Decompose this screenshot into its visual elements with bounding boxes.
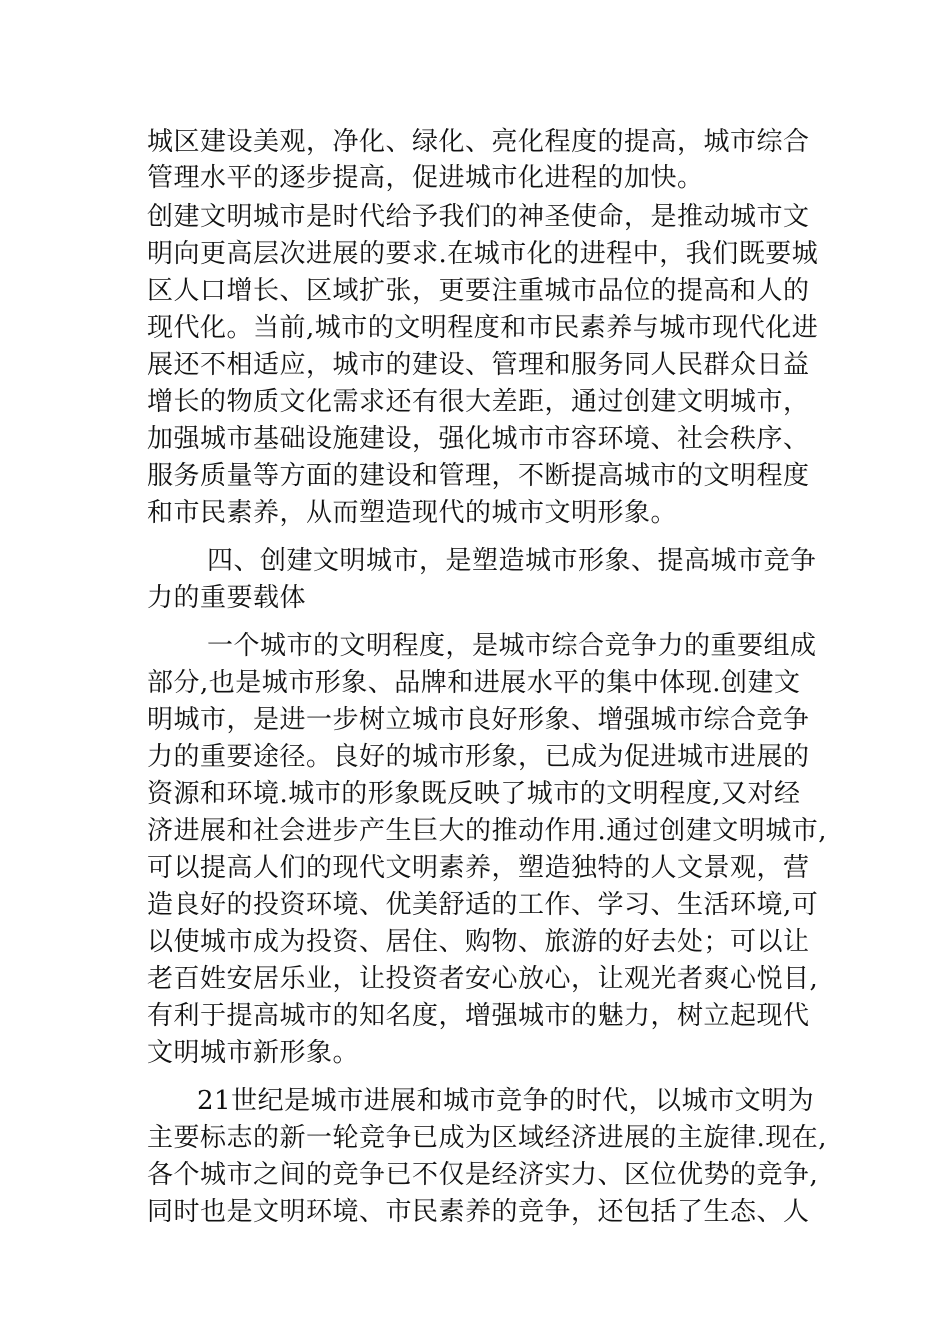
text-line: 同时也是文明环境、市民素养的竞争，还包括了生态、人 (147, 1197, 810, 1227)
text-line: 有利于提高城市的知名度，增强城市的魅力，树立起现代 (147, 1001, 810, 1031)
text-line: 造良好的投资环境、优美舒适的工作、学习、生活环境,可 (147, 890, 819, 920)
text-line: 各个城市之间的竞争已不仅是经济实力、区位优势的竞争, (147, 1160, 819, 1190)
text-line: 和市民素养，从而塑造现代的城市文明形象。 (147, 498, 678, 528)
text-line: 城区建设美观，净化、绿化、亮化程度的提高，城市综合 (147, 127, 810, 157)
text-line: 加强城市基础设施建设，强化城市市容环境、社会秩序、 (147, 424, 810, 454)
text-line: 服务质量等方面的建设和管理，不断提高城市的文明程度 (147, 461, 810, 491)
text-line: 资源和环境.城市的形象既反映了城市的文明程度,又对经 (147, 779, 801, 809)
text-line: 文明城市新形象。 (147, 1038, 360, 1068)
text-line: 以使城市成为投资、居住、购物、旅游的好去处；可以让 (147, 927, 810, 957)
section-heading: 力的重要载体 (147, 583, 307, 613)
text-line: 可以提高人们的现代文明素养，塑造独特的人文景观，营 (147, 853, 810, 883)
text-line: 增长的物质文化需求还有很大差距，通过创建文明城市， (147, 387, 810, 417)
text-line: 展还不相适应，城市的建设、管理和服务同人民群众日益 (147, 350, 810, 380)
text-line: 创建文明城市是时代给予我们的神圣使命，是推动城市文 (147, 202, 810, 232)
text-line: 力的重要途径。良好的城市形象，已成为促进城市进展的 (147, 742, 810, 772)
text-line: 区人口增长、区域扩张，更要注重城市品位的提高和人的 (147, 276, 810, 306)
text-line: 济进展和社会进步产生巨大的推动作用.通过创建文明城市, (147, 816, 828, 846)
text-line: 现代化。当前,城市的文明程度和市民素养与城市现代化进 (147, 313, 819, 343)
text-line: 21世纪是城市进展和城市竞争的时代，以城市文明为 (197, 1086, 815, 1116)
section-heading: 四、创建文明城市，是塑造城市形象、提高城市竞争 (207, 546, 817, 576)
text-line: 部分,也是城市形象、品牌和进展水平的集中体现.创建文 (147, 668, 801, 698)
text-line: 管理水平的逐步提高，促进城市化进程的加快。 (147, 163, 704, 193)
text-line: 明城市，是进一步树立城市良好形象、增强城市综合竞争 (147, 705, 810, 735)
text-line: 主要标志的新一轮竞争已成为区域经济进展的主旋律.现在, (147, 1123, 828, 1153)
text-line: 明向更高层次进展的要求.在城市化的进程中，我们既要城 (147, 239, 819, 269)
text-line: 老百姓安居乐业，让投资者安心放心，让观光者爽心悦目, (147, 964, 819, 994)
text-line: 一个城市的文明程度，是城市综合竞争力的重要组成 (207, 631, 817, 661)
